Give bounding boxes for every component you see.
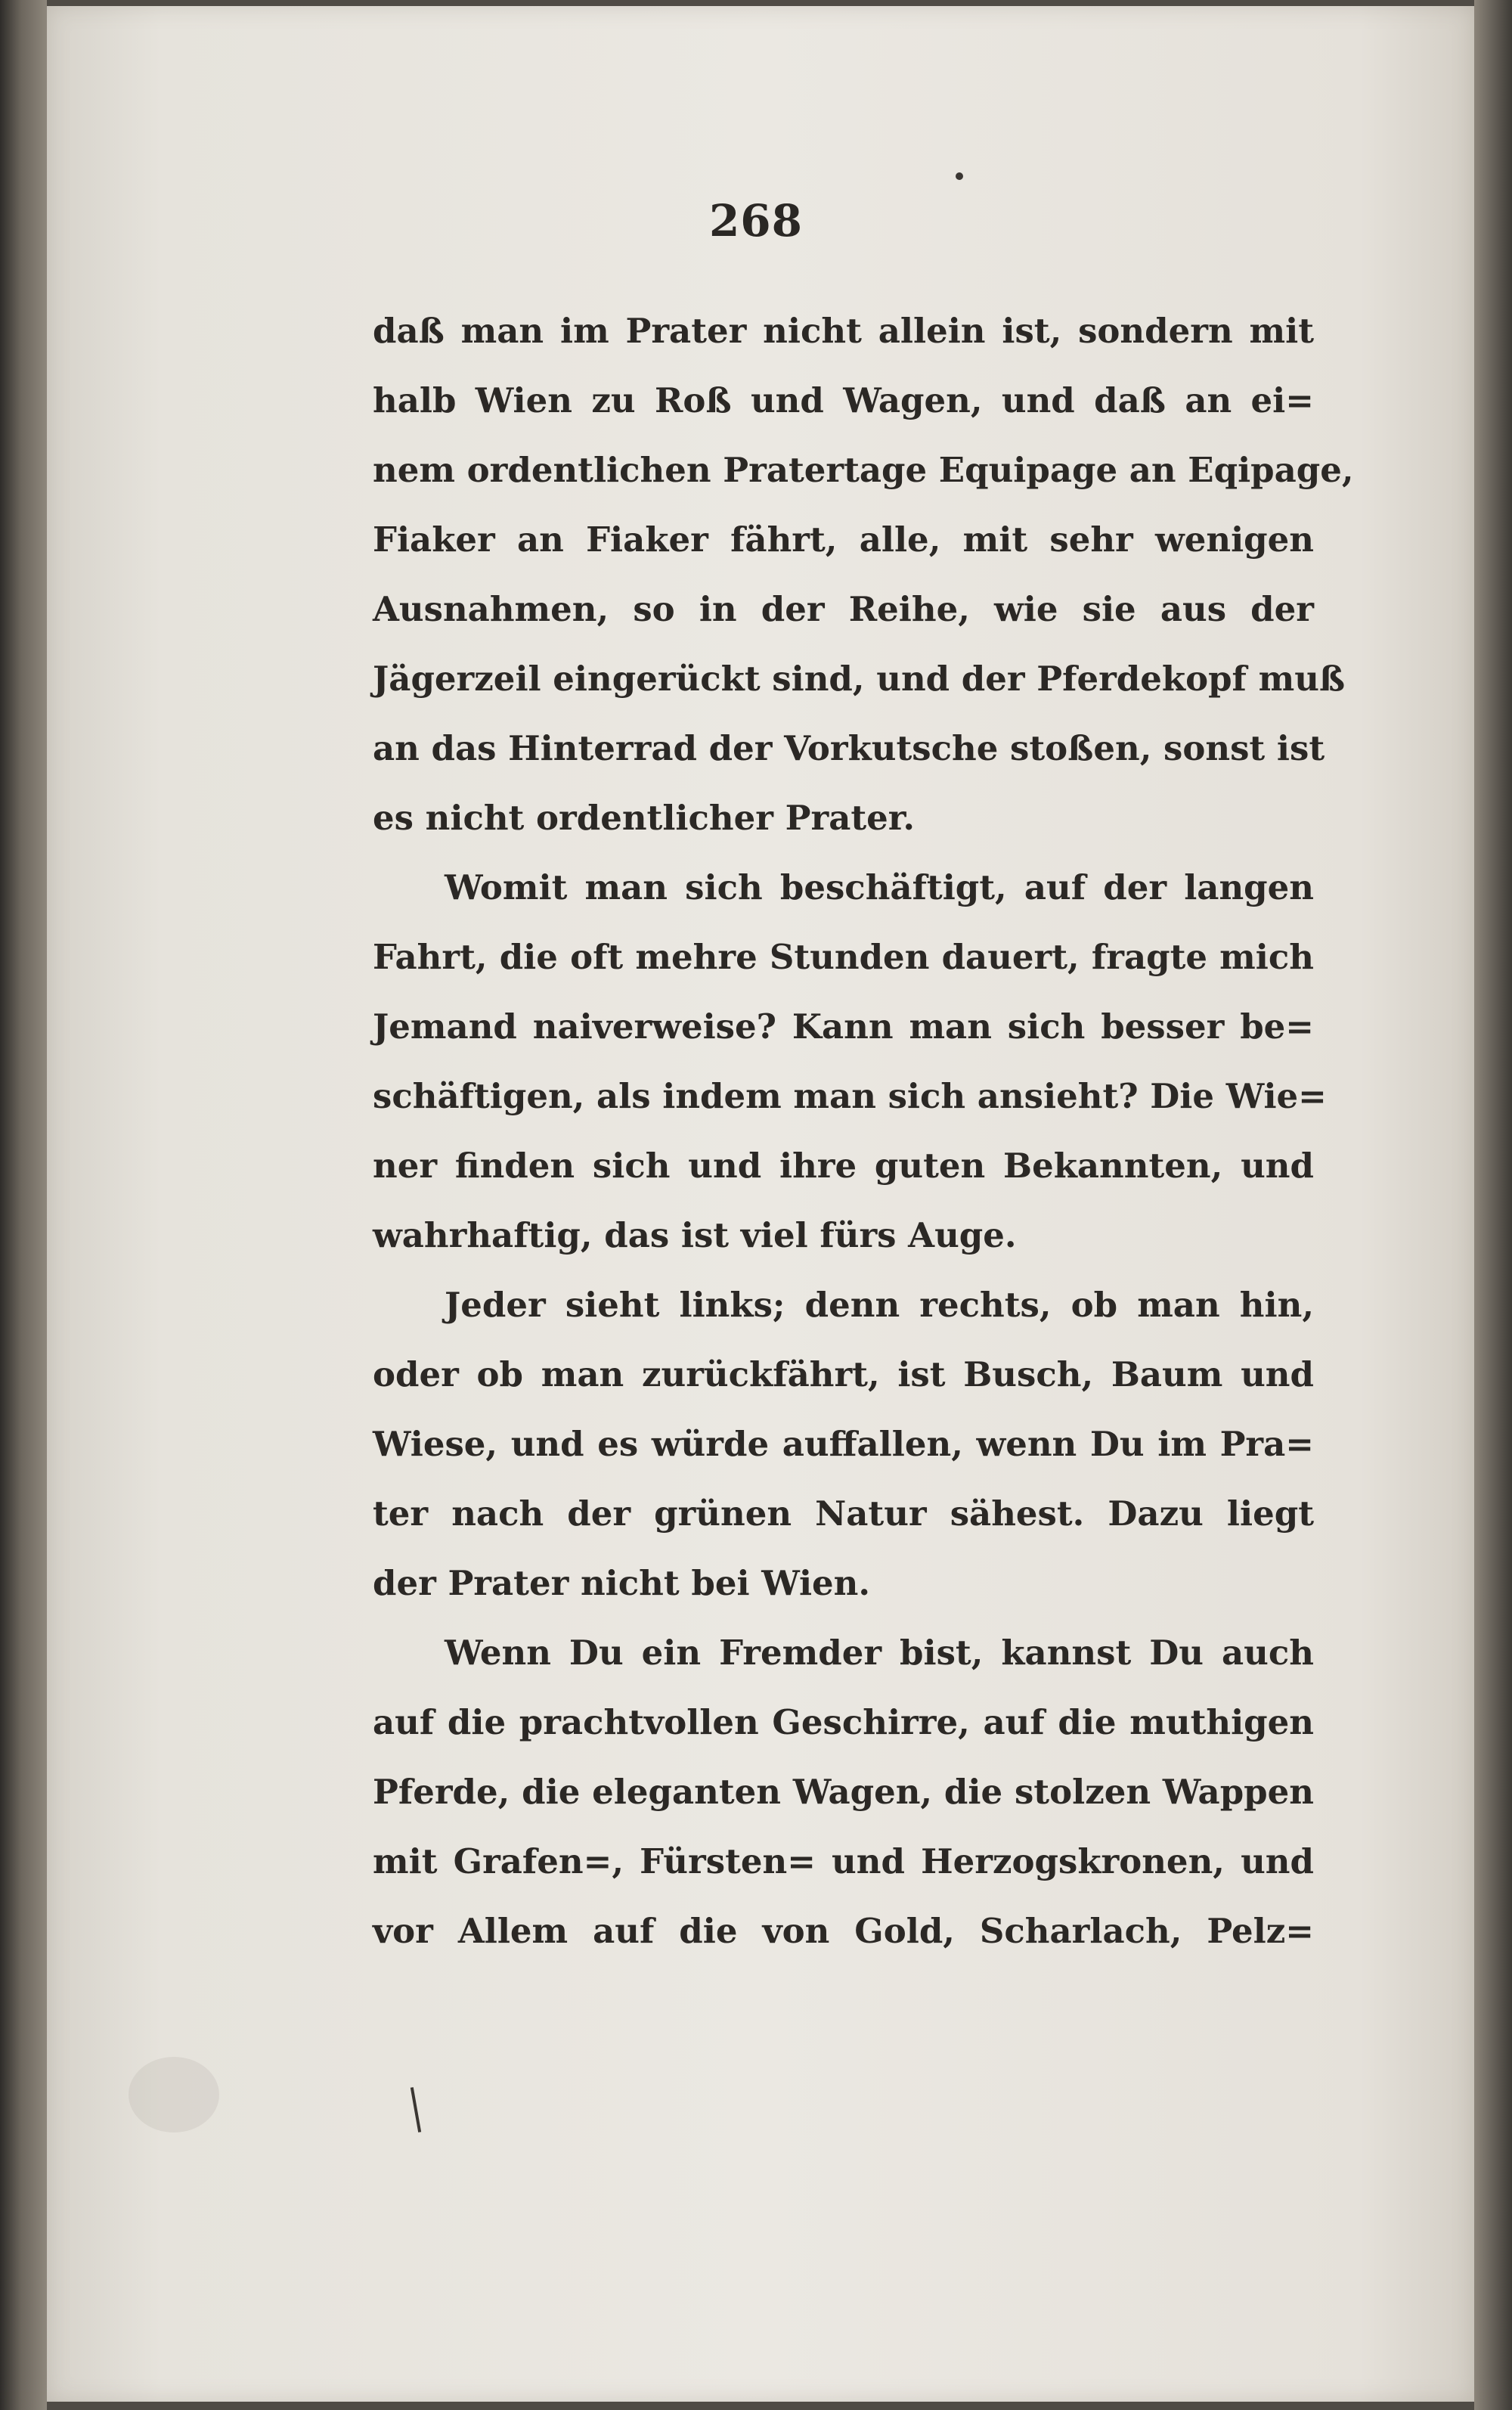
page-body-text bbox=[373, 296, 1354, 1966]
text-line: Fiaker an Fiaker fährt, alle, mit sehr wenigen bbox=[373, 520, 1314, 560]
paper-stain bbox=[129, 2057, 219, 2132]
book-gutter-left bbox=[0, 0, 47, 2410]
page-number: 268 bbox=[708, 195, 804, 247]
text-line: Womit man sich beschäftigt, auf der langen bbox=[445, 867, 1314, 907]
text-line: vor Allem auf die von Gold, Scharlach, Pelz= bbox=[373, 1911, 1314, 1951]
book-edge-right bbox=[1474, 0, 1512, 2410]
text-line: Jägerzeil eingerückt sind, und der Pferdekopf muß bbox=[373, 659, 1346, 699]
text-line: schäftigen, als indem man sich ansieht? Die Wie= bbox=[373, 1076, 1327, 1116]
text-line: an das Hinterrad der Vorkutsche stoßen, sonst ist bbox=[373, 728, 1325, 768]
text-line: der Prater nicht bei Wien. bbox=[373, 1563, 871, 1603]
text-line: nem ordentlichen Pratertage Equipage an Eqipage, bbox=[373, 450, 1354, 490]
text-line: Wenn Du ein Fremder bist, kannst Du auch bbox=[445, 1633, 1314, 1673]
text-line: wahrhaftig, das ist viel fürs Auge. bbox=[373, 1215, 1017, 1255]
text-line: mit Grafen=, Fürsten= und Herzogskronen, und bbox=[373, 1841, 1314, 1881]
text-line: Wiese, und es würde auffallen, wenn Du im Pra= bbox=[373, 1424, 1314, 1464]
text-line: es nicht ordentlicher Prater. bbox=[373, 798, 916, 838]
text-line: daß man im Prater nicht allein ist, sondern mit bbox=[373, 311, 1314, 351]
text-line: auf die prachtvollen Geschirre, auf die muthigen bbox=[373, 1702, 1314, 1742]
text-line: Fahrt, die oft mehre Stunden dauert, fragte mich bbox=[373, 937, 1314, 977]
text-line: halb Wien zu Roß und Wagen, und daß an ei= bbox=[373, 380, 1314, 420]
text-line: ter nach der grünen Natur sähest. Dazu liegt bbox=[373, 1493, 1314, 1534]
text-line: oder ob man zurückfährt, ist Busch, Baum und bbox=[373, 1354, 1314, 1394]
text-line: Jemand naiverweise? Kann man sich besser be= bbox=[373, 1006, 1314, 1047]
text-line: Pferde, die eleganten Wagen, die stolzen Wappen bbox=[373, 1772, 1314, 1812]
ink-dot-mark bbox=[956, 172, 963, 180]
text-line: ner finden sich und ihre guten Bekannten, und bbox=[373, 1146, 1314, 1186]
text-line: Ausnahmen, so in der Reihe, wie sie aus der bbox=[373, 589, 1314, 629]
text-line: Jeder sieht links; denn rechts, ob man hin, bbox=[445, 1285, 1314, 1325]
